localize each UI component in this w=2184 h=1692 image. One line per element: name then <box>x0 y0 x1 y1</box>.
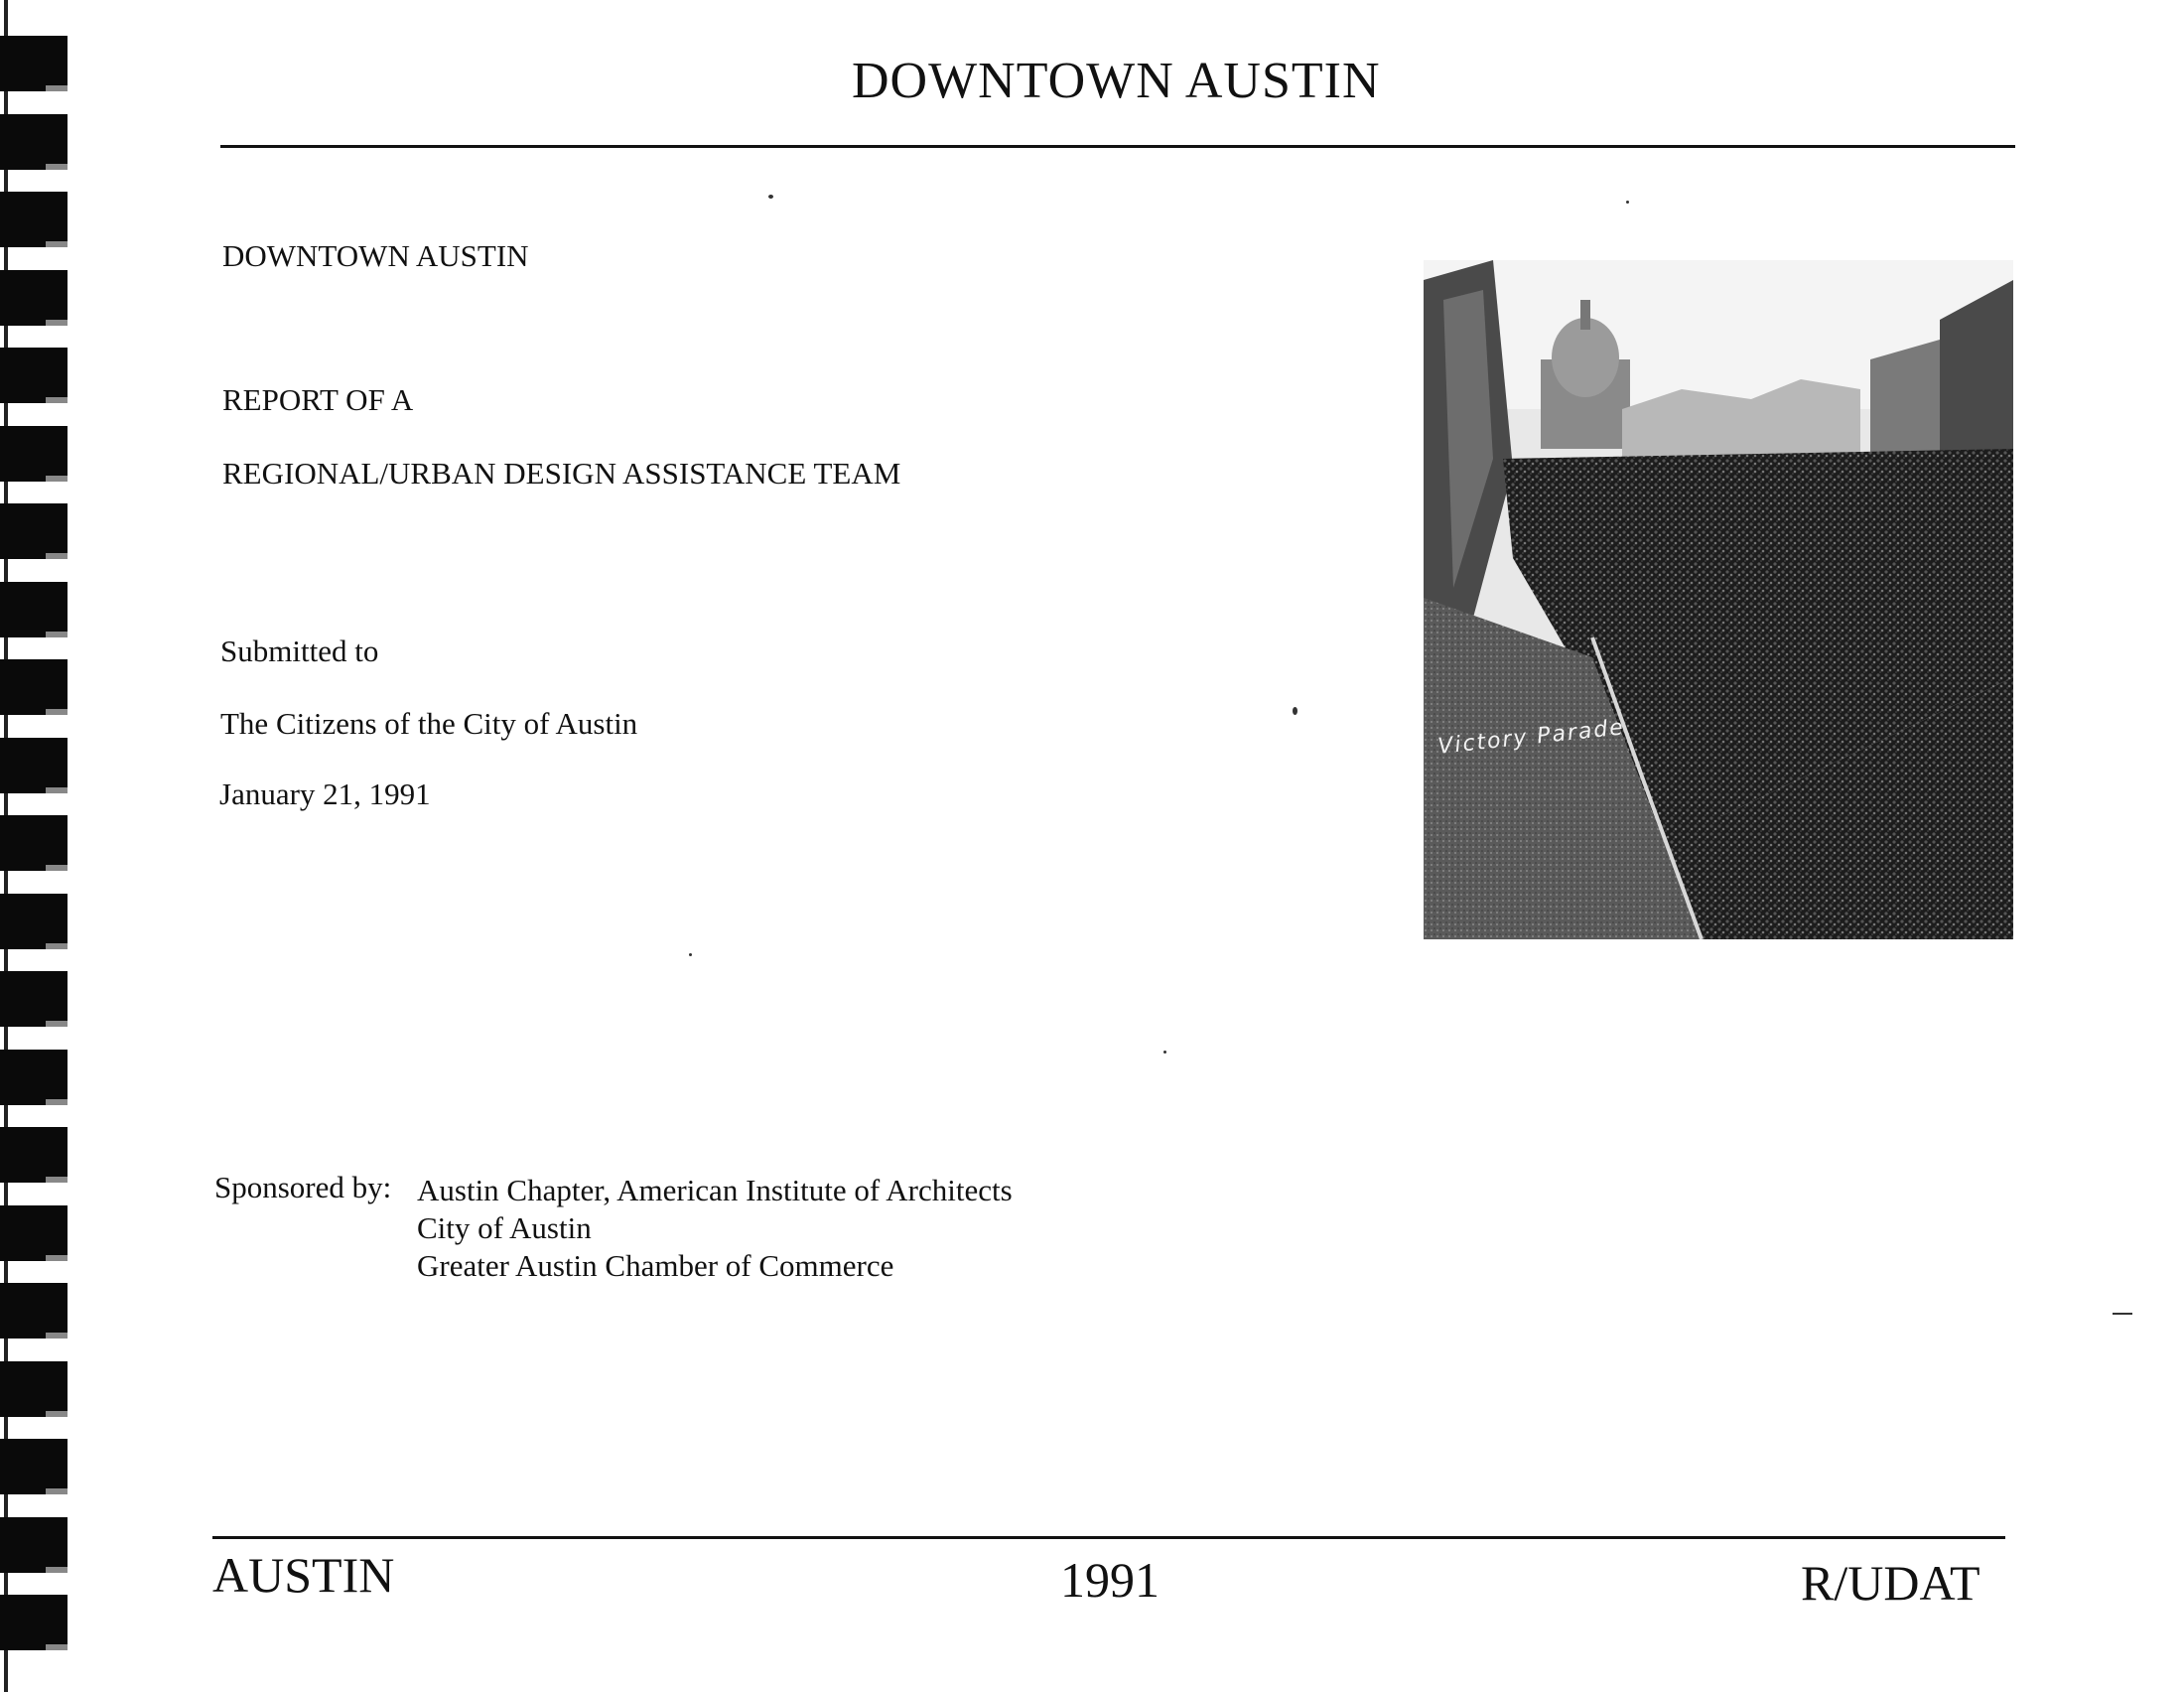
binding-tab <box>0 1595 68 1650</box>
binding-tab <box>0 1127 68 1183</box>
spiral-binding <box>0 0 79 1692</box>
cover-subtitle: DOWNTOWN AUSTIN <box>222 238 529 273</box>
sponsor-list <box>417 1172 1013 1285</box>
sponsor-item: Austin Chapter, American Institute of Architects <box>417 1173 1013 1207</box>
header-divider <box>220 145 2015 148</box>
binding-tab <box>0 971 68 1027</box>
report-date: January 21, 1991 <box>219 776 431 811</box>
binding-tab <box>0 426 68 482</box>
binding-tab <box>0 738 68 793</box>
binding-tab <box>0 582 68 637</box>
team-line: REGIONAL/URBAN DESIGN ASSISTANCE TEAM <box>222 456 901 491</box>
scan-speck <box>768 195 773 199</box>
scan-speck <box>1626 201 1629 204</box>
page-header-title: DOWNTOWN AUSTIN <box>852 53 1381 109</box>
footer-city: AUSTIN <box>212 1547 395 1603</box>
footer-program: R/UDAT <box>1801 1555 1980 1611</box>
victory-parade-photo <box>1424 260 2013 939</box>
binding-tab <box>0 348 68 403</box>
sponsor-item: Greater Austin Chamber of Commerce <box>417 1248 894 1283</box>
binding-tab <box>0 503 68 559</box>
binding-tab <box>0 192 68 247</box>
binding-tab <box>0 1205 68 1261</box>
binding-tab <box>0 659 68 715</box>
scan-speck <box>689 953 692 956</box>
binding-tab <box>0 36 68 91</box>
footer-divider <box>212 1536 2005 1539</box>
submitted-label: Submitted to <box>220 634 379 668</box>
scan-speck <box>2113 1313 2132 1315</box>
parade-illustration <box>1424 260 2013 939</box>
scan-speck <box>1293 707 1297 715</box>
binding-tab <box>0 894 68 949</box>
footer-year: 1991 <box>1060 1552 1160 1608</box>
scan-speck <box>1163 1051 1166 1054</box>
binding-tab <box>0 1439 68 1494</box>
sponsor-item: City of Austin <box>417 1210 592 1245</box>
binding-tab <box>0 1361 68 1417</box>
binding-tab <box>0 1517 68 1573</box>
binding-tab <box>0 815 68 871</box>
sponsor-label: Sponsored by: <box>214 1170 392 1204</box>
binding-tab <box>0 1050 68 1105</box>
report-line: REPORT OF A <box>222 382 414 417</box>
recipient-line: The Citizens of the City of Austin <box>220 706 638 741</box>
binding-tab <box>0 1283 68 1339</box>
photo-caption: Victory Parade <box>1436 715 1626 760</box>
binding-tab <box>0 270 68 326</box>
binding-tab <box>0 114 68 170</box>
